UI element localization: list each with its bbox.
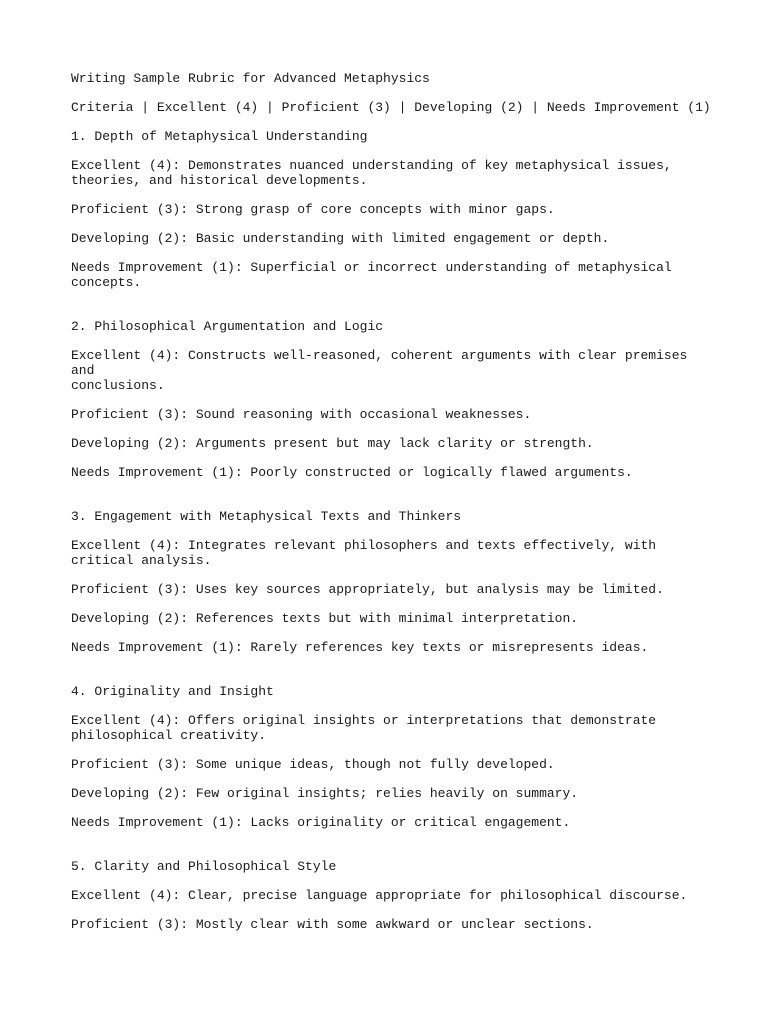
level-developing: Developing (2): Arguments present but may lack clarity or strength. — [71, 436, 594, 451]
section-title: 3. Engagement with Metaphysical Texts and Thinkers — [71, 509, 462, 524]
level-needs-improvement: Needs Improvement (1): Lacks originality or critical engagement. — [71, 815, 571, 830]
document-title: Writing Sample Rubric for Advanced Metaphysics — [71, 71, 430, 86]
level-proficient: Proficient (3): Uses key sources appropriately, but analysis may be limited. — [71, 582, 664, 597]
level-developing: Developing (2): Few original insights; relies heavily on summary. — [71, 786, 579, 801]
rubric-section — [71, 859, 711, 932]
section-title: 1. Depth of Metaphysical Understanding — [71, 129, 368, 144]
level-proficient: Proficient (3): Some unique ideas, though not fully developed. — [71, 757, 555, 772]
level-excellent: Excellent (4): Constructs well-reasoned, coherent arguments with clear premises and conclusions. — [71, 348, 688, 393]
rubric-section — [71, 129, 711, 290]
section-title: 5. Clarity and Philosophical Style — [71, 859, 337, 874]
level-excellent: Excellent (4): Demonstrates nuanced understanding of key metaphysical issues, theories, and historical developments. — [71, 158, 672, 188]
level-needs-improvement: Needs Improvement (1): Rarely references key texts or misrepresents ideas. — [71, 640, 649, 655]
level-developing: Developing (2): Basic understanding with limited engagement or depth. — [71, 231, 610, 246]
document-page — [71, 71, 711, 946]
level-proficient: Proficient (3): Mostly clear with some awkward or unclear sections. — [71, 917, 594, 932]
rubric-section — [71, 509, 711, 655]
section-title: 4. Originality and Insight — [71, 684, 274, 699]
level-excellent: Excellent (4): Offers original insights or interpretations that demonstrate philosophical creativity. — [71, 713, 657, 743]
level-proficient: Proficient (3): Sound reasoning with occasional weaknesses. — [71, 407, 532, 422]
rubric-section — [71, 684, 711, 830]
level-excellent: Excellent (4): Clear, precise language appropriate for philosophical discourse. — [71, 888, 688, 903]
level-needs-improvement: Needs Improvement (1): Poorly constructed or logically flawed arguments. — [71, 465, 633, 480]
level-developing: Developing (2): References texts but with minimal interpretation. — [71, 611, 579, 626]
section-title: 2. Philosophical Argumentation and Logic — [71, 319, 384, 334]
level-proficient: Proficient (3): Strong grasp of core concepts with minor gaps. — [71, 202, 555, 217]
level-excellent: Excellent (4): Integrates relevant philosophers and texts effectively, with critical analysis. — [71, 538, 657, 568]
level-needs-improvement: Needs Improvement (1): Superficial or incorrect understanding of metaphysical concepts. — [71, 260, 672, 290]
criteria-header: Criteria | Excellent (4) | Proficient (3) | Developing (2) | Needs Improvement (1) — [71, 100, 711, 115]
rubric-section — [71, 319, 711, 480]
